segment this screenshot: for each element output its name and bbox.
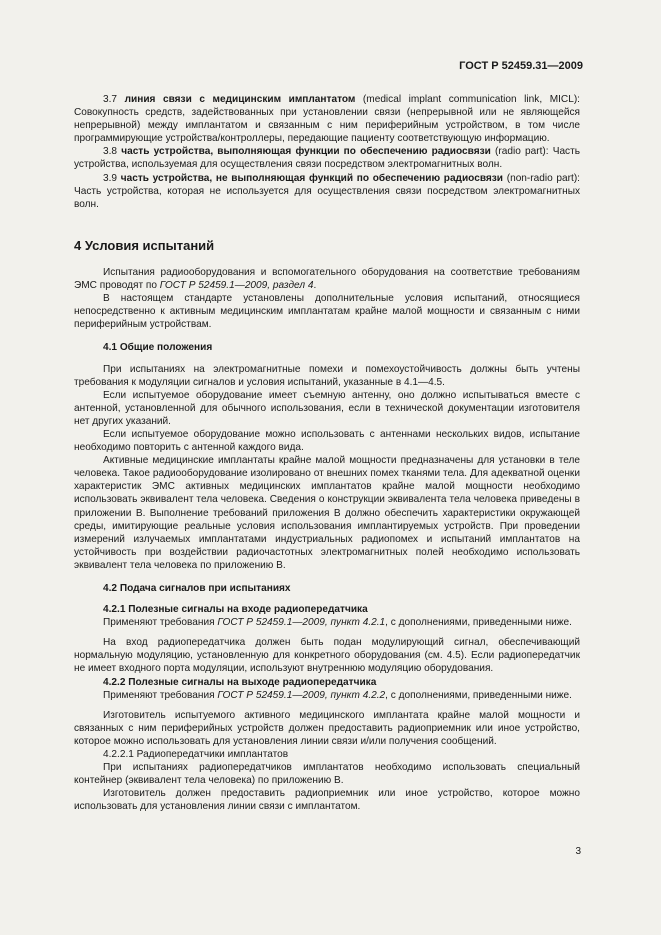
section-4-2-2-paragraph xyxy=(74,689,580,702)
def-term: линия связи с медицинским имплантатом xyxy=(124,94,356,105)
def-number: 3.8 xyxy=(103,146,118,158)
def-text: (medical implant communication link, MICL): Совокупность средств, задействованных при установлении связи (непрерывной или не являющейся непрерывной) между имплантатом и связанным с ним периферийным устройством, в том числе программирующие устройства/контроллеры, передающие пациенту соответствующую информацию. xyxy=(74,94,580,145)
def-term: часть устройства, не выполняющая функций по обеспечению радиосвязи xyxy=(120,172,504,184)
section-4-1-paragraph: Если испытуемое оборудование имеет съемную антенну, оно должно испытываться вместе с антенной, установленной для обычного использования, если в технической документации изготовителя нет других указаний. xyxy=(74,389,580,427)
section-4-title: 4 Условия испытаний xyxy=(74,237,215,253)
definition-3-9 xyxy=(74,172,580,211)
standard-header: ГОСТ Р 52459.31—2009 xyxy=(459,60,583,72)
section-4-paragraph: В настоящем стандарте установлены дополнительные условия испытаний, относящиеся непосредственно к активным медицинским имплантатам крайне малой мощности и связанным с ними периферийным устройствам. xyxy=(74,293,580,331)
standard-reference: ГОСТ Р 52459.1—2009, раздел 4 xyxy=(159,280,314,292)
text-run: Испытания радиооборудования и вспомогательного оборудования на соответствие требованиям ЭМС проводят по xyxy=(74,266,580,292)
definition-3-7 xyxy=(74,93,580,145)
section-4-2-2-1-paragraph: При испытаниях радиопередатчиков имплантатов необходимо использовать специальный контейнер (эквивалент тела человека) по приложению В. xyxy=(74,762,580,787)
def-text: (radio part): Часть устройства, используемая для осуществления связи посредством электромагнитных волн. xyxy=(74,146,580,171)
text-run: Применяют требования xyxy=(103,689,218,701)
definition-3-8 xyxy=(74,145,580,171)
section-4-2-title: 4.2 Подача сигналов при испытаниях xyxy=(103,583,291,594)
section-4-1-paragraph: Активные медицинские имплантаты крайне малой мощности предназначены для установки в теле человека. Такое радиооборудование изолировано от внешних помех тканями тела. Для адекватной оценки характеристик ЭМС активных медицинских имплантатов крайне малой мощности необходимо использовать эквивалент тела человека. Сведения о конструкции эквивалента тела человека приведены в приложении В. Выполнение требований приложения В должно обеспечить характеристики окружающей среды, имитирующие реальные условия использования имплантируемых устройств. При проведении измерений излучаемых имплантатами индустриальных радиопомех и испытаний имплантатов на устойчивость при воздействии радиочастотных электромагнитных полей необходимо использовать эквивалент тела человека по приложению В. xyxy=(74,455,580,571)
section-4-1-paragraph: При испытаниях на электромагнитные помехи и помехоустойчивость должны быть учтены требования к модуляции сигналов и условия испытаний, указанные в 4.1—4.5. xyxy=(74,363,580,388)
section-4-2-1-title: 4.2.1 Полезные сигналы на входе радиопередатчика xyxy=(103,604,368,616)
standard-reference: ГОСТ Р 52459.1—2009, пункт 4.2.1 xyxy=(217,617,386,629)
section-4-paragraph xyxy=(74,266,580,292)
standard-reference: ГОСТ Р 52459.1—2009, пункт 4.2.2 xyxy=(217,689,386,701)
text-run: . xyxy=(313,280,317,292)
def-number: 3.7 xyxy=(103,94,118,105)
text-run: Применяют требования xyxy=(103,617,218,629)
section-4-2-2-paragraph: Изготовитель испытуемого активного медицинского имплантата крайне малой мощности и связанных с ним периферийных устройств должен предоставить радиоприемник или иное устройство, которое можно использовать для установления линии связи и/или получения сообщений. xyxy=(74,709,580,747)
def-text: (non-radio part): Часть устройства, которая не используется для осуществления связи посредством электромагнитных волн. xyxy=(74,172,580,210)
page-number: 3 xyxy=(575,846,581,857)
section-4-2-1-paragraph: На вход радиопередатчика должен быть подан модулирующий сигнал, обеспечивающий нормальную модуляцию, установленную для конкретного оборудования (см. 4.5). Если радиопередатчик не имеет входного порта модуляции, используют внутреннюю модуляцию оборудования. xyxy=(74,637,580,675)
text-run: , с дополнениями, приведенными ниже. xyxy=(385,689,572,701)
text-run: , с дополнениями, приведенными ниже. xyxy=(385,617,572,629)
def-number: 3.9 xyxy=(103,172,118,184)
section-4-2-2-1-title: 4.2.2.1 Радиопередатчики имплантатов xyxy=(103,749,289,761)
page-content xyxy=(74,93,580,814)
section-4-1-paragraph: Если испытуемое оборудование можно использовать с антеннами нескольких видов, испытание необходимо повторить с антенной каждого вида. xyxy=(74,428,580,454)
section-4-2-2-1-paragraph: Изготовитель должен предоставить радиоприемник или иное устройство, которое можно использовать для установления линии связи с имплантатом. xyxy=(74,788,580,813)
section-4-1-title: 4.1 Общие положения xyxy=(103,342,213,354)
section-4-2-2-title: 4.2.2 Полезные сигналы на выходе радиопередатчика xyxy=(103,676,377,688)
section-4-2-1-paragraph xyxy=(74,616,580,629)
def-term: часть устройства, выполняющая функции по обеспечению радиосвязи xyxy=(121,146,491,158)
